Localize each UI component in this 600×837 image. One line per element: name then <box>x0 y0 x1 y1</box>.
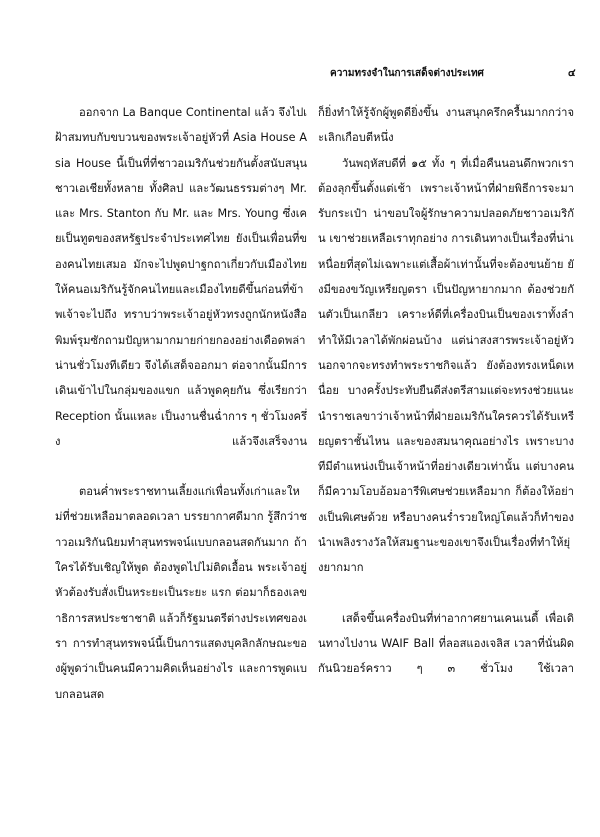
left-column <box>55 100 307 707</box>
right-column <box>318 100 574 682</box>
paragraph: ตอนค่ำพระราชทานเลี้ยงแก่เพื่อนทั้งเก่าและใหม่ที่ช่วยเหลือมาตลอดเวลา บรรยากาศดีมาก รู้สึกว่าชาวอเมริกันนิยมทำสุนทรพจน์แบบกลอนสดกันมาก ถ้าใครได้รับเชิญให้พูด ต้องพูดไปไม่ติดเอื้อน พระเจ้าอยู่หัวต้องรับสั่งเป็นหระยะเป็นระยะ แรก ต่อมาก็ธองเลขาธิการสหประชาชาติ แล้วก็รัฐมนตรีต่างประเทศของเรา การทำสุนทรพจน์นี้เป็นการแสดงบุคลิกลักษณะของผู้พูดว่าเป็นคนมีความคิดเห็นอย่างไร และการพูดแบบกลอนสด <box>55 485 307 701</box>
paragraph: วันพฤหัสบดีที่ ๑๕ ทั้ง ๆ ที่เมื่อคืนนอนดึกพวกเราต้องลุกขึ้นตั้งแต่เช้า เพราะเจ้าหน้าที่ฝ่ายพิธีการจะมารับกระเป๋า น่าขอบใจผู้รักษาความปลอดภัยชาวอเมริกัน เขาช่วยเหลือเราทุกอย่าง การเดินทางเป็นเรื่องที่น่าเหนื่อยที่สุดไม่เฉพาะแต่เสื้อผ้าเท่านั้นที่จะต้องขนย้าย ยังมีของขวัญเหรียญตรา เป็นปัญหายากมาก ต้องช่วยกันตัวเป็นเกลียว เคราะห์ดีที่เครื่องบินเป็นของเราทั้งลำ ทำให้มีเวลาได้พักผ่อนบ้าง แต่น่าสงสารพระเจ้าอยู่หัวนอกจากจะทรงทำพระราชกิจแล้ว ยังต้องทรงเหน็ดเหนื่อย บางครั้งประทับยืนดีส่งตรีสามแต่จะทรงช่วยแนะนำราชเลขาว่าเจ้าหน้าที่ฝ่ายอเมริกันใครควรได้รับเหรียญตราชั้นไหน และของสมนาคุณอย่างไร เพราะบางทีมีตำแหน่งเป็นเจ้าหน้าที่อย่างเดียวเท่านั้น แต่บางคนก็มีความโอบอ้อมอารีพิเศษช่วยเหลือมาก ก็ต้องให้อย่างเป็นพิเศษด้วย หรือบางคนร่ำรวยใหญ่โตแล้วก็ทำของนำเพลิงรางวัลให้สมฐานะของเขาจึงเป็นเรื่องที่ทำให้ยุ่งยากมาก <box>318 156 575 575</box>
paragraph: ออกจาก La Banque Continental แล้ว จึงไปเฝ้าสมทบกับขบวนของพระเจ้าอยู่หัวที่ Asia House Asia House นี้เป็นที่ที่ชาวอเมริกันช่วยกันตั้งสนับสนุนชาวเอเชียทั้งหลาย ทั้งศิลป และวัฒนธรรมต่างๆ Mr. และ Mrs. Stanton กับ Mr. และ Mrs. Young ซึ่งเคยเป็นทูตของสหรัฐประจำประเทศไทย ยังเป็นเพื่อนที่ของคนไทยเสมอ มักจะไปพูดปาฐกถาเกี่ยวกับเมืองไทยให้คนอเมริกันรู้จักคนไทยและเมืองไทยดีขึ้นก่อนที่ข้าพเจ้าจะไปถึง ทราบว่าพระเจ้าอยู่หัวทรงถูกนักหนังสือพิมพ์รุมซักถามปัญหามากมายก่ายกองอย่างเดือดพล่าน่านชั่วโมงทีเดียว จึงได้เสด็จออกมา ต่อจากนั้นมีการเดินเข้าไปในกลุ่มของแขก แล้วพูดคุยกัน ซึ่งเรียกว่า Reception นั้นแหละ เป็นงานชื่นฉ่ำการ ๆ ชั่วโมงครึ่ง แล้วจึงเสร็จงาน <box>55 106 307 448</box>
running-header <box>330 66 580 81</box>
page-number: ๔ <box>568 68 576 79</box>
running-title: ความทรงจำในการเสด็จต่างประเทศ <box>330 68 484 79</box>
paragraph: เสด็จขึ้นเครื่องบินที่ท่าอากาศยานเคนเนดี้ เพื่อเดินทางไปงาน WAIF Ball ที่ลอสแองเจลิส เวลาที่นั่นผิดกันนิวยอร์คราว ๆ ๓ ชั่วโมง ใช้เวลา <box>318 611 574 676</box>
paragraph: ก็ยิ่งทำให้รู้จักผู้พูดดียิ่งขึ้น งานสนุกครึกครื้นมากกว่าจะเลิกเกือบตีหนึ่ง <box>318 106 574 145</box>
